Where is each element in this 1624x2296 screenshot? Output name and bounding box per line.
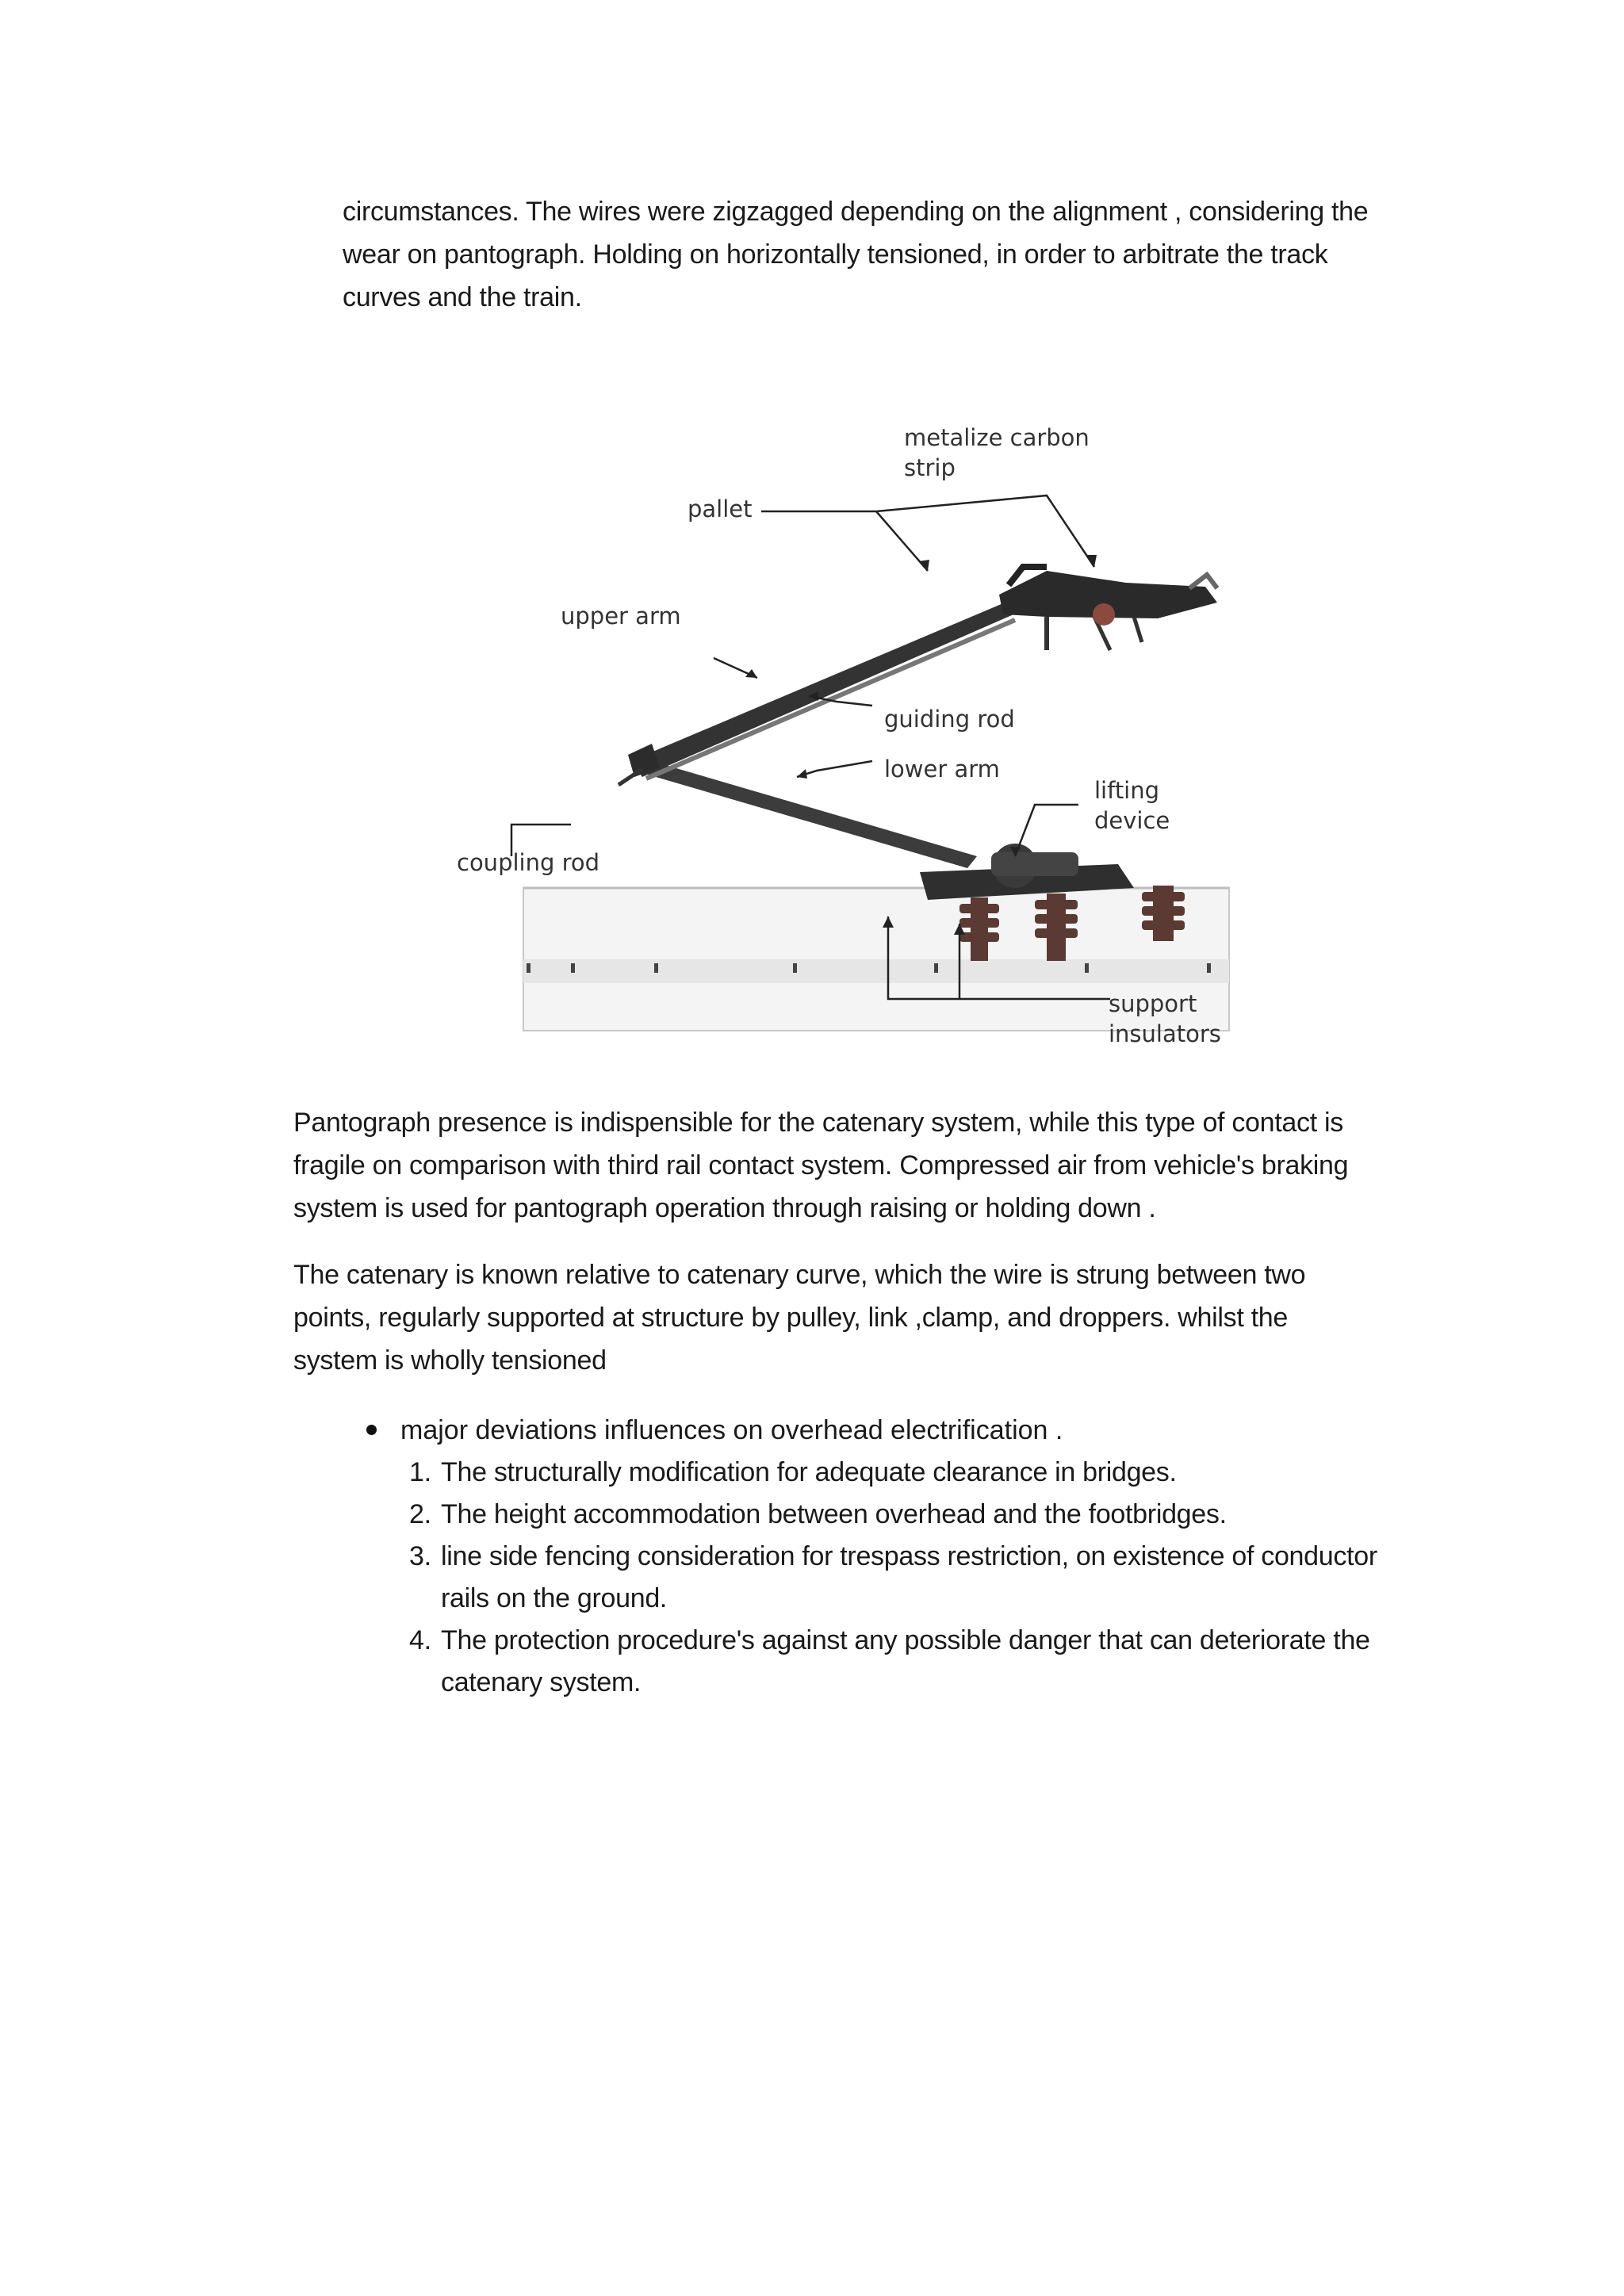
paragraph-catenary: The catenary is known relative to catenary curve, which the wire is strung between two points, regularly supported at structure by pulley, link ,clamp, and droppers. whilst the system is wholly tensioned [293, 1260, 1306, 1376]
list-item: 3. line side fencing consideration for trespass restriction, on existence of conductor rails on the ground. [409, 1541, 1377, 1613]
paragraph-intro: circumstances. The wires were zigzagged depending on the alignment , considering the wear on pantograph. Holding on horizontally tensioned, in order to arbitrate the track curves and the train. [343, 197, 1369, 312]
label-support-2: insulators [1109, 1020, 1221, 1047]
label-lower-arm: lower arm [884, 756, 1000, 783]
upper-arm [630, 601, 1019, 777]
guiding-rod [646, 620, 1015, 779]
label-lifting-1: lifting [1094, 777, 1160, 804]
bullet-text: major deviations influences on overhead electrification . [400, 1415, 1063, 1445]
label-guiding-rod: guiding rod [884, 706, 1015, 733]
list-item: 4. The protection procedure's against any possible danger that can deteriorate the catenary system. [409, 1625, 1370, 1697]
list-item: 1. The structurally modification for adequate clearance in bridges. [409, 1457, 1177, 1487]
label-support-1: support [1109, 990, 1197, 1017]
label-lifting-2: device [1094, 807, 1170, 834]
label-metalize-2: strip [904, 454, 956, 481]
numbered-list [409, 1452, 1400, 1704]
list-item: 2. The height accommodation between overhead and the footbridges. [409, 1499, 1227, 1529]
label-pallet: pallet [688, 496, 753, 522]
roof-shading [523, 959, 1229, 983]
label-metalize-1: metalize carbon [904, 424, 1090, 451]
bullet-dot [366, 1425, 377, 1435]
label-upper-arm: upper arm [561, 603, 681, 629]
label-coupling-rod: coupling rod [457, 849, 600, 876]
pantograph-diagram [444, 412, 1237, 1062]
paragraph-pantograph: Pantograph presence is indispensible for the catenary system, while this type of contact is fragile on comparison with third rail contact system. Compressed air from vehicle's braking system is used for pantograph operation through raising or holding down . [293, 1108, 1349, 1223]
bullet-item [366, 1409, 1063, 1452]
